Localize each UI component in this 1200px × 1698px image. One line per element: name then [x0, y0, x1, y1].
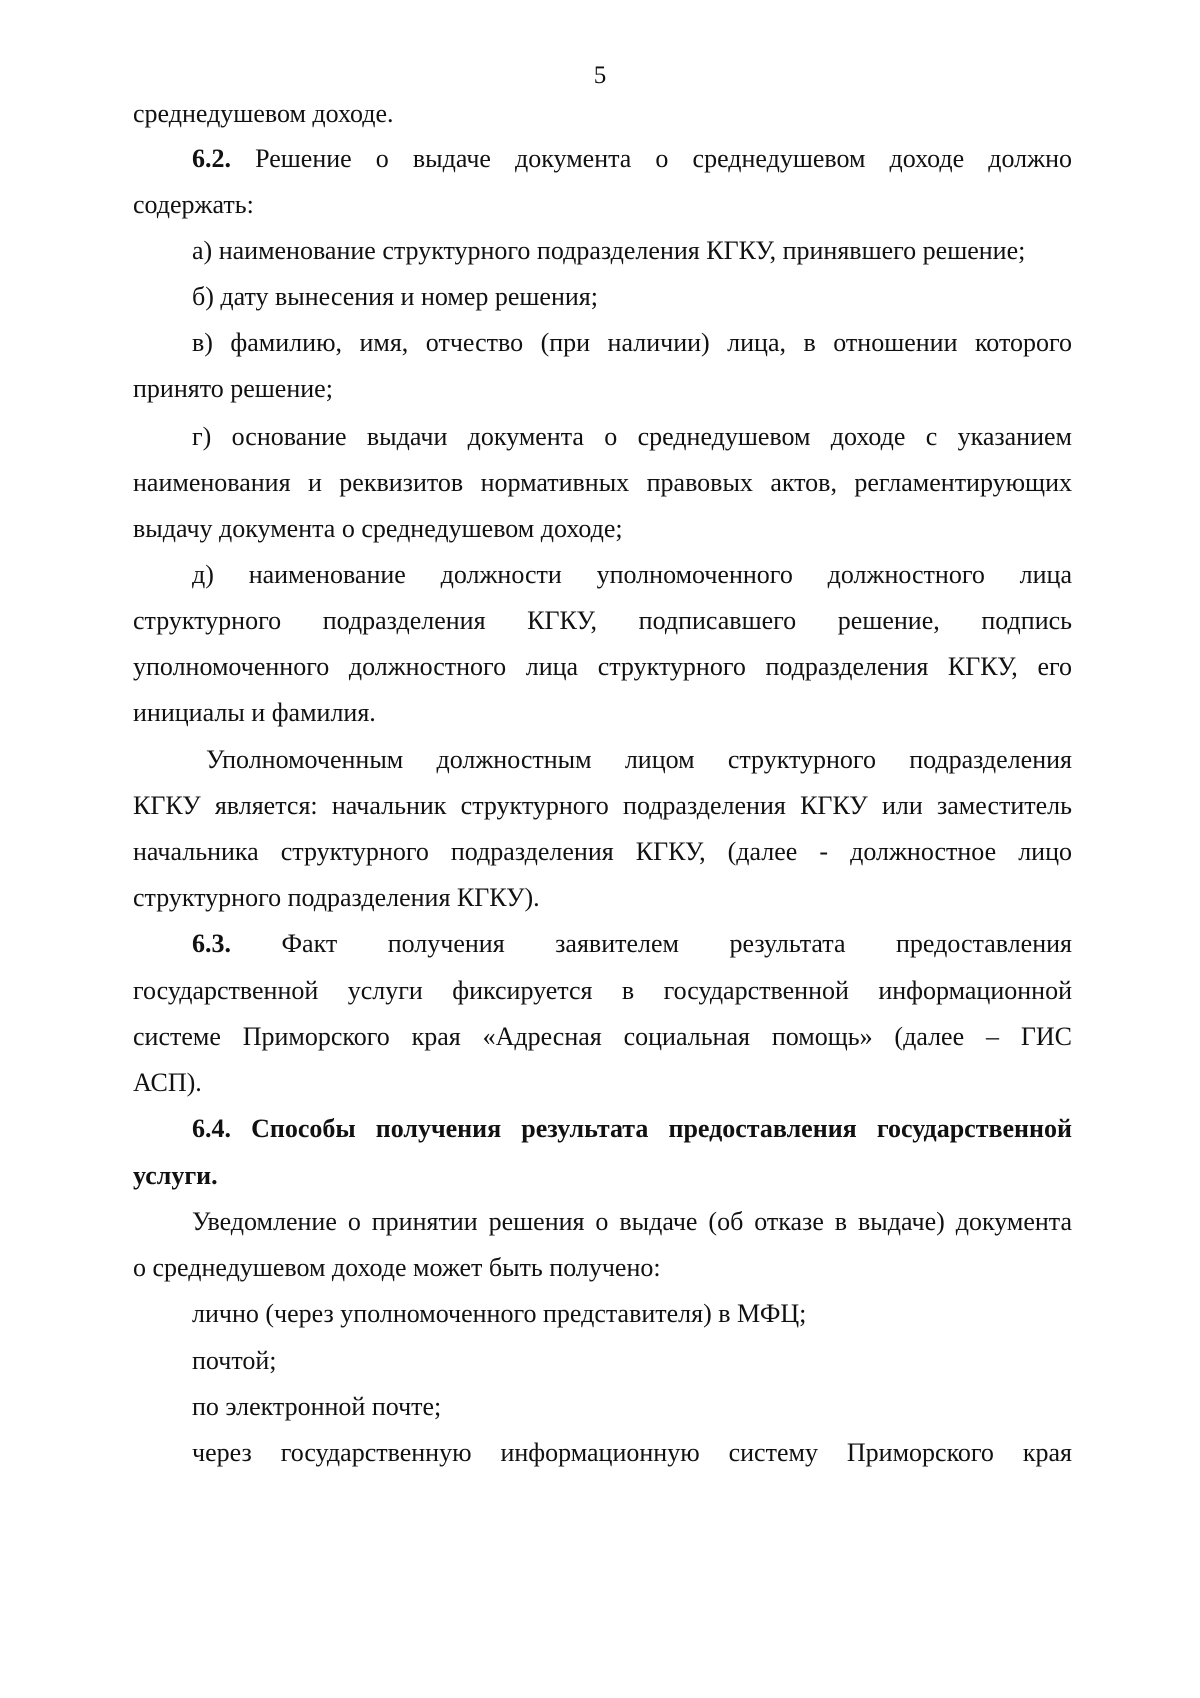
list-item: почтой;: [192, 1346, 277, 1375]
text-line: начальника структурного подразделения КГКУ, (далее - должностное лицо: [133, 837, 1072, 866]
text-line: КГКУ является: начальник структурного подразделения КГКУ или заместитель: [133, 791, 1072, 820]
list-item: по электронной почте;: [192, 1392, 442, 1421]
section-6-2-line: [192, 143, 1072, 175]
text-line: а) наименование структурного подразделения КГКУ, принявшего решение;: [192, 236, 1026, 265]
text-line: содержать:: [133, 190, 254, 219]
text-line: среднедушевом доходе.: [133, 99, 394, 128]
text-line: структурного подразделения КГКУ).: [133, 883, 540, 912]
section-number: 6.3.: [192, 929, 231, 958]
section-text: Факт получения заявителем результата предоставления: [231, 929, 1072, 958]
list-item: через государственную информационную систему Приморского края: [192, 1438, 1072, 1467]
text-line: д) наименование должности уполномоченного должностного лица: [192, 560, 1072, 589]
text-line: в) фамилию, имя, отчество (при наличии) лица, в отношении которого: [192, 328, 1072, 357]
section-6-3-line: [192, 928, 1072, 960]
text-line: г) основание выдачи документа о среднедушевом доходе с указанием: [192, 422, 1072, 451]
text-line: государственной услуги фиксируется в государственной информационной: [133, 976, 1072, 1005]
text-line: АСП).: [133, 1068, 202, 1097]
text-line: Уведомление о принятии решения о выдаче (об отказе в выдаче) документа: [192, 1207, 1072, 1236]
text-line: уполномоченного должностного лица структурного подразделения КГКУ, его: [133, 652, 1072, 681]
section-text: Решение о выдаче документа о среднедушевом доходе должно: [231, 144, 1072, 173]
text-line: наименования и реквизитов нормативных правовых актов, регламентирующих: [133, 468, 1072, 497]
list-item: лично (через уполномоченного представителя) в МФЦ;: [192, 1299, 807, 1328]
text-line: принято решение;: [133, 374, 333, 403]
text-line: системе Приморского края «Адресная социальная помощь» (далее – ГИС: [133, 1022, 1072, 1051]
text-line: структурного подразделения КГКУ, подписавшего решение, подпись: [133, 606, 1072, 635]
text-line: б) дату вынесения и номер решения;: [192, 282, 598, 311]
page-number: 5: [593, 62, 607, 89]
section-6-4-heading-end: услуги.: [133, 1161, 218, 1190]
section-6-4-heading: 6.4. Способы получения результата предоставления государственной: [192, 1114, 1072, 1143]
section-number: 6.2.: [192, 144, 231, 173]
text-line: инициалы и фамилия.: [133, 698, 376, 727]
text-line: о среднедушевом доходе может быть получено:: [133, 1253, 661, 1282]
text-line: выдачу документа о среднедушевом доходе;: [133, 514, 623, 543]
text-line: Уполномоченным должностным лицом структурного подразделения: [206, 745, 1072, 774]
